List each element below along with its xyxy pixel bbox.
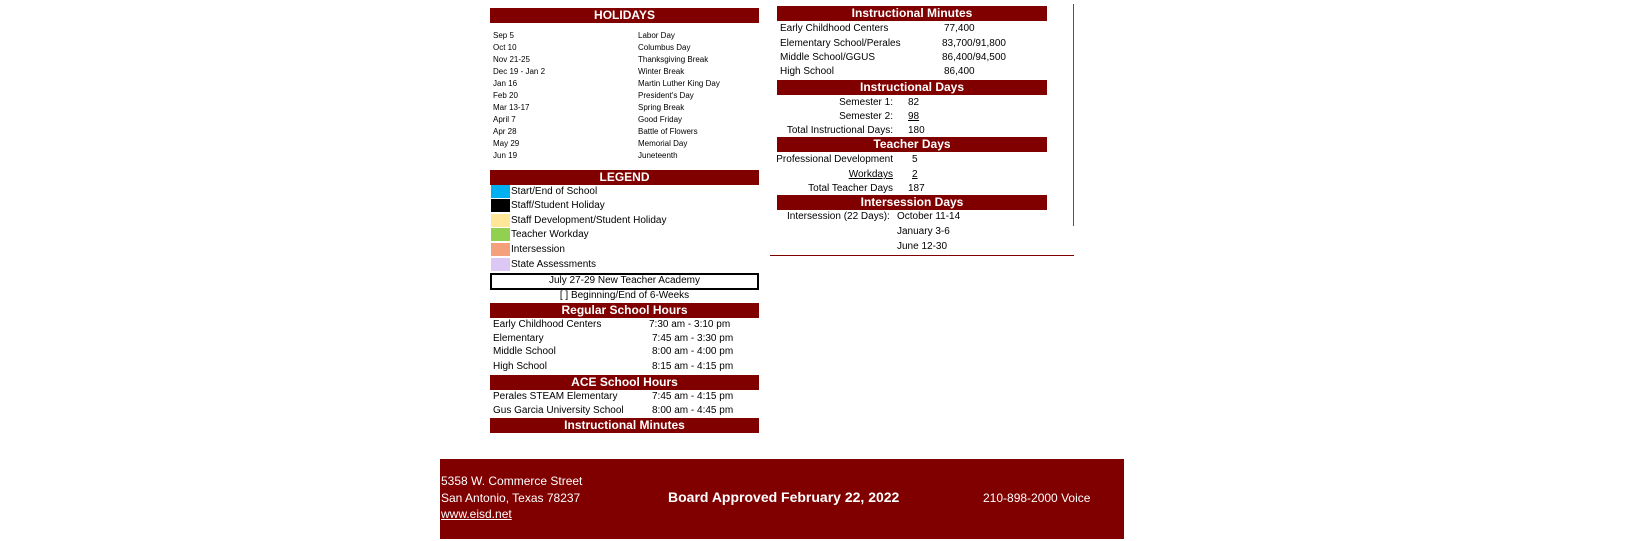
legend-label: Start/End of School: [511, 186, 598, 197]
holiday-date: Oct 10: [493, 43, 517, 52]
new-teacher-academy-box: July 27-29 New Teacher Academy: [490, 273, 759, 290]
school-name: Elementary: [493, 333, 544, 344]
school-name: Perales STEAM Elementary: [493, 391, 618, 402]
school-name: High School: [780, 66, 834, 77]
holiday-name: Memorial Day: [638, 139, 688, 148]
legend-swatch: [491, 228, 510, 241]
minutes-value: 86,400: [944, 66, 975, 77]
semester-2-label: Semester 2:: [839, 111, 893, 122]
school-name: Gus Garcia University School: [493, 405, 624, 416]
holiday-date: Sep 5: [493, 31, 514, 40]
total-teacher-days-label: Total Teacher Days: [808, 183, 893, 194]
footer-address-line1: 5358 W. Commerce Street: [441, 474, 583, 488]
workdays-value: 2: [912, 169, 918, 180]
school-name: Middle School: [493, 346, 556, 357]
holiday-date: Jan 16: [493, 79, 518, 88]
professional-development-value: 5: [912, 154, 918, 165]
holidays-header: HOLIDAYS: [490, 8, 759, 23]
legend-swatch: [491, 214, 510, 227]
holiday-date: Feb 20: [493, 91, 518, 100]
legend-swatch: [491, 258, 510, 271]
holiday-name: Thanksgiving Break: [638, 55, 709, 64]
school-hours: 8:15 am - 4:15 pm: [652, 361, 734, 372]
holiday-date: Apr 28: [493, 127, 517, 136]
legend-header: LEGEND: [490, 170, 759, 185]
legend-swatch: [491, 185, 510, 198]
school-hours: 7:30 am - 3:10 pm: [649, 319, 731, 330]
holiday-date: May 29: [493, 139, 520, 148]
semester-2-value: 98: [908, 111, 920, 122]
school-hours: 7:45 am - 4:15 pm: [652, 391, 734, 402]
school-name: High School: [493, 361, 547, 372]
school-name: Elementary School/Perales: [780, 38, 901, 49]
minutes-value: 86,400/94,500: [942, 52, 1006, 63]
school-name: Early Childhood Centers: [493, 319, 602, 330]
holiday-name: Winter Break: [638, 67, 685, 76]
footer-website-link[interactable]: www.eisd.net: [441, 507, 512, 521]
legend-label: Intersession: [511, 244, 565, 255]
legend-label: Teacher Workday: [511, 229, 589, 240]
holiday-name: Columbus Day: [638, 43, 691, 52]
intersession-date: October 11-14: [897, 211, 961, 222]
footer-phone: 210-898-2000 Voice: [983, 491, 1091, 505]
holiday-date: Dec 19 - Jan 2: [493, 67, 546, 76]
holiday-name: Good Friday: [638, 115, 683, 124]
total-teacher-days-value: 187: [908, 183, 925, 194]
regular-hours-header: Regular School Hours: [490, 303, 759, 318]
legend-swatch: [491, 243, 510, 256]
instructional-minutes-header-left: Instructional Minutes: [490, 418, 759, 433]
intersession-label: Intersession (22 Days):: [787, 211, 890, 222]
holiday-name: President's Day: [638, 91, 694, 100]
semester-1-value: 82: [908, 97, 920, 108]
instructional-minutes-header: Instructional Minutes: [777, 6, 1047, 21]
intersession-days-header: Intersession Days: [777, 195, 1047, 210]
footer-bar: [440, 459, 1124, 539]
minutes-value: 77,400: [944, 23, 975, 34]
total-instructional-days-label: Total Instructional Days:: [786, 125, 893, 136]
legend-swatch: [491, 199, 510, 212]
section-divider: [770, 255, 1074, 256]
board-approved-text: Board Approved February 22, 2022: [668, 489, 900, 505]
holiday-name: Battle of Flowers: [638, 127, 698, 136]
semester-1-label: Semester 1:: [839, 97, 893, 108]
school-name: Early Childhood Centers: [780, 23, 889, 34]
holiday-name: Labor Day: [638, 31, 675, 40]
holiday-name: Martin Luther King Day: [638, 79, 720, 88]
holiday-date: Mar 13-17: [493, 103, 530, 112]
teacher-days-header: Teacher Days: [777, 137, 1047, 152]
school-name: Middle School/GGUS: [780, 52, 876, 63]
holiday-date: April 7: [493, 115, 516, 124]
instructional-days-header: Instructional Days: [777, 80, 1047, 95]
ace-hours-header: ACE School Hours: [490, 375, 759, 390]
legend-label: Staff Development/Student Holiday: [511, 215, 667, 226]
holiday-name: Juneteenth: [638, 151, 678, 160]
legend-label: Staff/Student Holiday: [511, 200, 605, 211]
intersession-date: June 12-30: [897, 241, 948, 252]
six-weeks-note: [ ] Beginning/End of 6-Weeks: [559, 290, 690, 301]
minutes-value: 83,700/91,800: [942, 38, 1006, 49]
school-hours: 8:00 am - 4:00 pm: [652, 346, 734, 357]
school-hours: 7:45 am - 3:30 pm: [652, 333, 734, 344]
holiday-date: Nov 21-25: [493, 55, 530, 64]
footer-address-line2: San Antonio, Texas 78237: [441, 491, 581, 505]
school-hours: 8:00 am - 4:45 pm: [652, 405, 734, 416]
column-border: [1073, 4, 1074, 226]
intersession-date: January 3-6: [897, 226, 950, 237]
holiday-date: Jun 19: [493, 151, 518, 160]
workdays-label: Workdays: [848, 169, 893, 180]
legend-label: State Assessments: [511, 259, 597, 270]
total-instructional-days-value: 180: [908, 125, 925, 136]
professional-development-label: Professional Development: [776, 154, 893, 165]
holiday-name: Spring Break: [638, 103, 685, 112]
